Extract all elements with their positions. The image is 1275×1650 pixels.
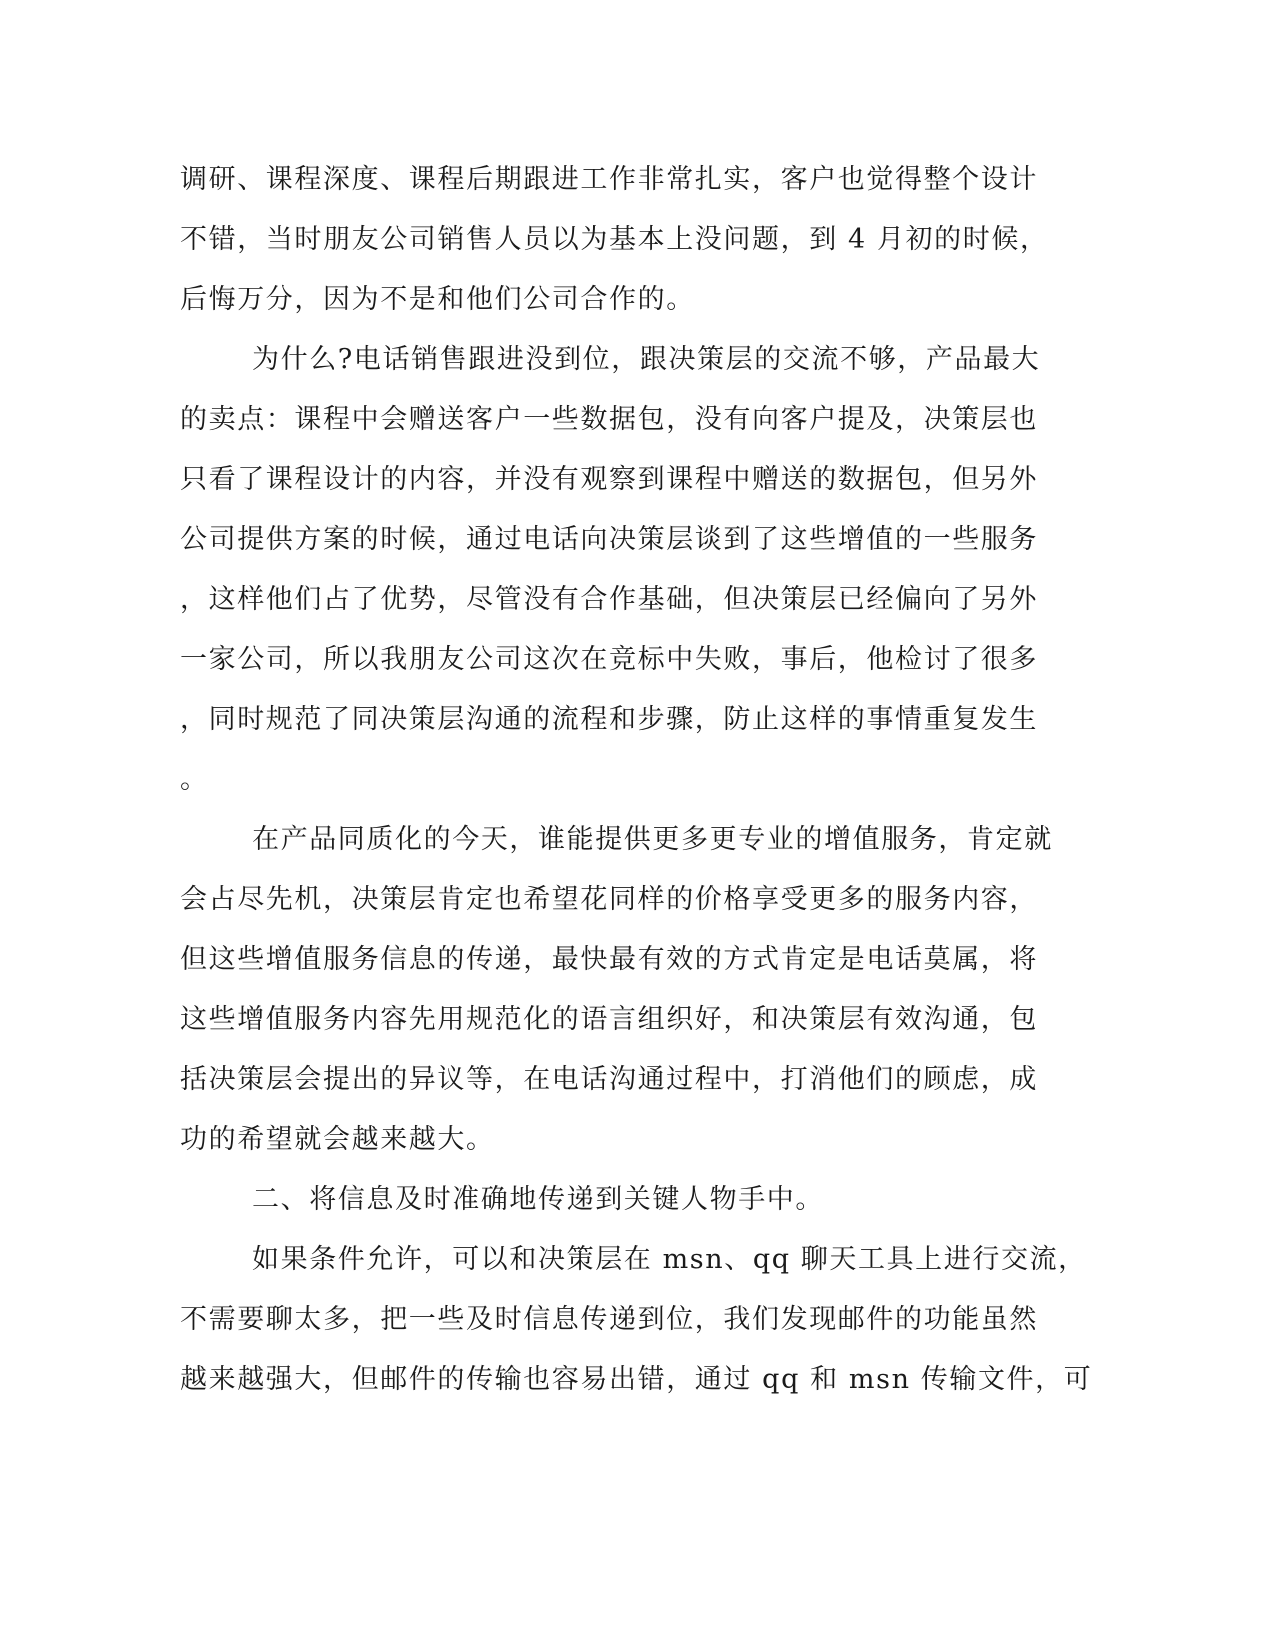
text-line: 不错，当时朋友公司销售人员以为基本上没问题，到 4 月初的时候， <box>180 224 1049 255</box>
text-line: ，这样他们占了优势，尽管没有合作基础，但决策层已经偏向了另外 <box>180 584 1038 615</box>
text-line: 的卖点：课程中会赠送客户一些数据包，没有向客户提及，决策层也 <box>180 404 1038 435</box>
text-line: 一家公司，所以我朋友公司这次在竞标中失败，事后，他检讨了很多 <box>180 644 1038 675</box>
paragraph-first-line: 如果条件允许，可以和决策层在 msn、qq 聊天工具上进行交流， <box>252 1244 1087 1275</box>
text-line: 会占尽先机，决策层肯定也希望花同样的价格享受更多的服务内容， <box>180 884 1038 915</box>
text-line: 不需要聊太多，把一些及时信息传递到位，我们发现邮件的功能虽然 <box>180 1304 1038 1335</box>
text-line: 越来越强大，但邮件的传输也容易出错，通过 qq 和 msn 传输文件，可 <box>180 1364 1093 1395</box>
text-line: 只看了课程设计的内容，并没有观察到课程中赠送的数据包，但另外 <box>180 464 1038 495</box>
text-line: 这些增值服务内容先用规范化的语言组织好，和决策层有效沟通，包 <box>180 1004 1038 1035</box>
section-heading: 二、将信息及时准确地传递到关键人物手中。 <box>252 1184 824 1215</box>
paragraph-first-line: 在产品同质化的今天，谁能提供更多更专业的增值服务，肯定就 <box>252 824 1053 855</box>
text-line: 但这些增值服务信息的传递，最快最有效的方式肯定是电话莫属，将 <box>180 944 1038 975</box>
text-line: 公司提供方案的时候，通过电话向决策层谈到了这些增值的一些服务 <box>180 524 1038 555</box>
text-line: 功的希望就会越来越大。 <box>180 1124 495 1155</box>
text-line: ，同时规范了同决策层沟通的流程和步骤，防止这样的事情重复发生 <box>180 704 1038 735</box>
paragraph-first-line: 为什么?电话销售跟进没到位，跟决策层的交流不够，产品最大 <box>252 344 1041 375</box>
text-line: 。 <box>180 764 209 795</box>
text-line: 调研、课程深度、课程后期跟进工作非常扎实，客户也觉得整个设计 <box>180 164 1038 195</box>
text-line: 括决策层会提出的异议等，在电话沟通过程中，打消他们的顾虑，成 <box>180 1064 1038 1095</box>
text-line: 后悔万分，因为不是和他们公司合作的。 <box>180 284 695 315</box>
document-body <box>180 150 1093 1410</box>
